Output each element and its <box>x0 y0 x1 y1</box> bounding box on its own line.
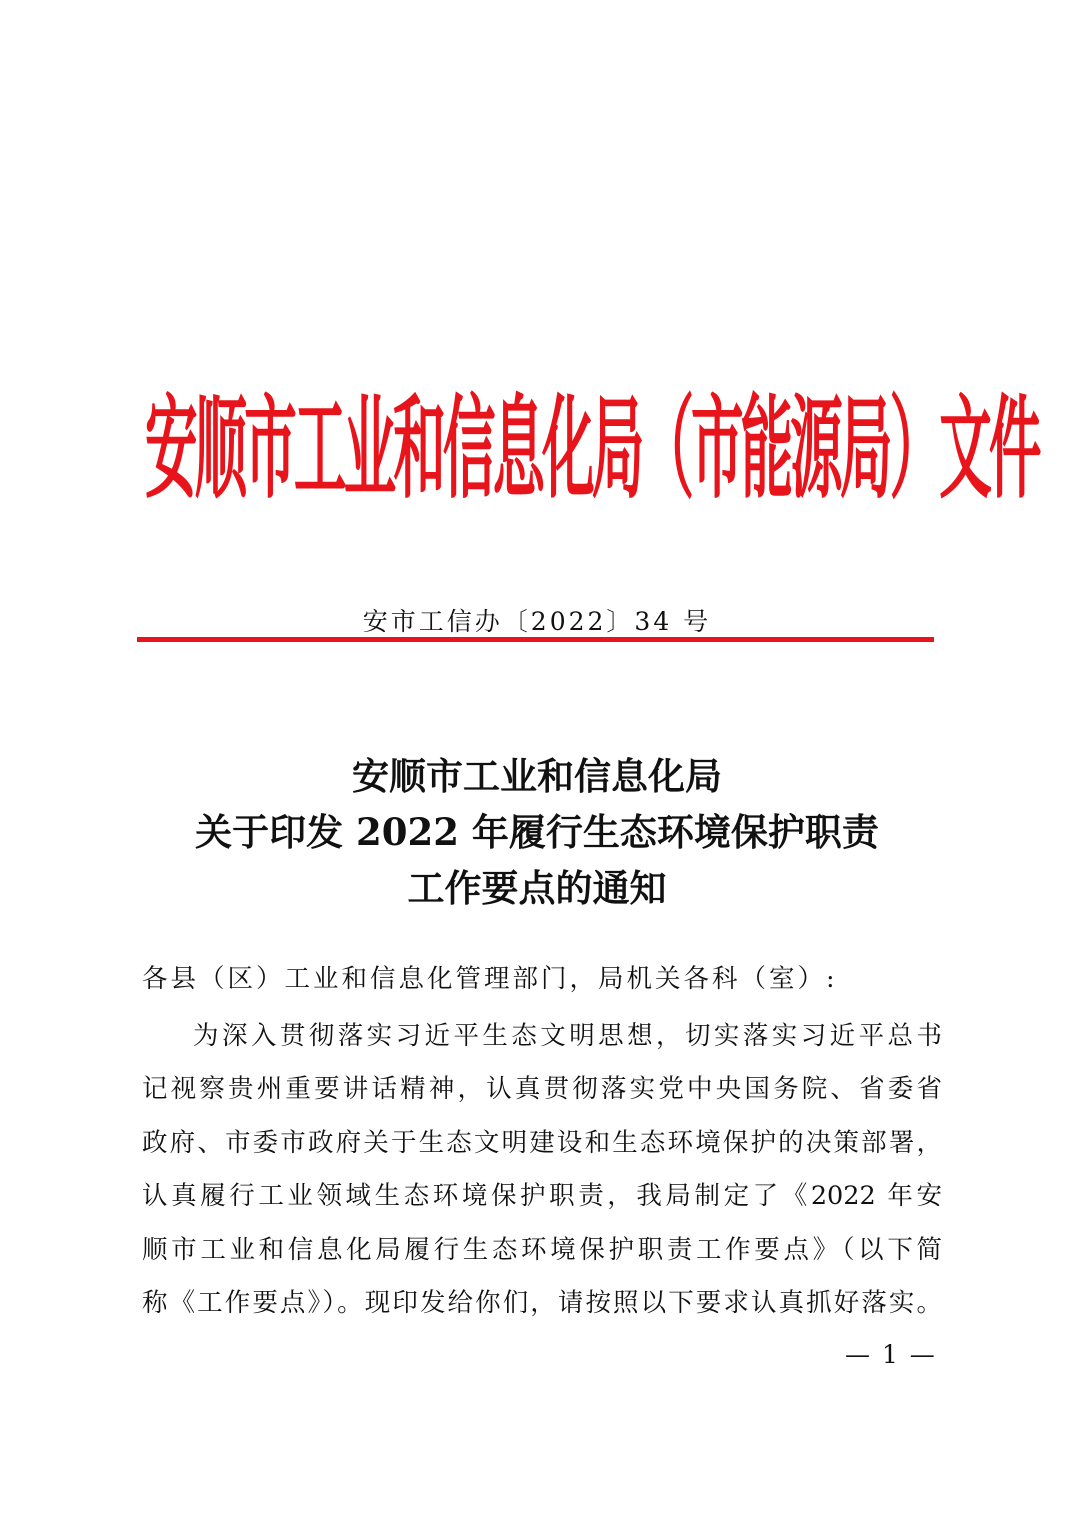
title-line-2: 关于印发 2022 年履行生态环境保护职责 <box>195 810 879 854</box>
document-banner-title: 安顺市工业和信息化局（市能源局）文件 <box>144 382 1039 514</box>
body-line: 称《工作要点》）。现印发给你们，请按照以下要求认真抓好落实。 <box>142 1287 942 1318</box>
body-line: 记视察贵州重要讲话精神，认真贯彻落实党中央国务院、省委省 <box>142 1074 942 1105</box>
body-line: 政府、市委市政府关于生态文明建设和生态环境保护的决策部署， <box>142 1127 942 1158</box>
title-line-3: 工作要点的通知 <box>407 866 667 910</box>
body-paragraph <box>142 1010 942 1330</box>
body-line: 顺市工业和信息化局履行生态环境保护职责工作要点》（以下简 <box>142 1234 942 1265</box>
red-divider-line <box>137 637 934 642</box>
page-number: — 1 — <box>845 1340 937 1369</box>
document-number: 安市工信办〔2022〕34 号 <box>362 607 712 636</box>
body-line: 认真履行工业领域生态环境保护职责，我局制定了《2022 年安 <box>142 1181 942 1212</box>
addressee-line: 各县（区）工业和信息化管理部门，局机关各科（室）: <box>142 964 838 994</box>
title-line-1: 安顺市工业和信息化局 <box>352 754 722 798</box>
notice-title <box>0 748 1074 916</box>
body-line: 为深入贯彻落实习近平生态文明思想，切实落实习近平总书 <box>193 1021 942 1051</box>
